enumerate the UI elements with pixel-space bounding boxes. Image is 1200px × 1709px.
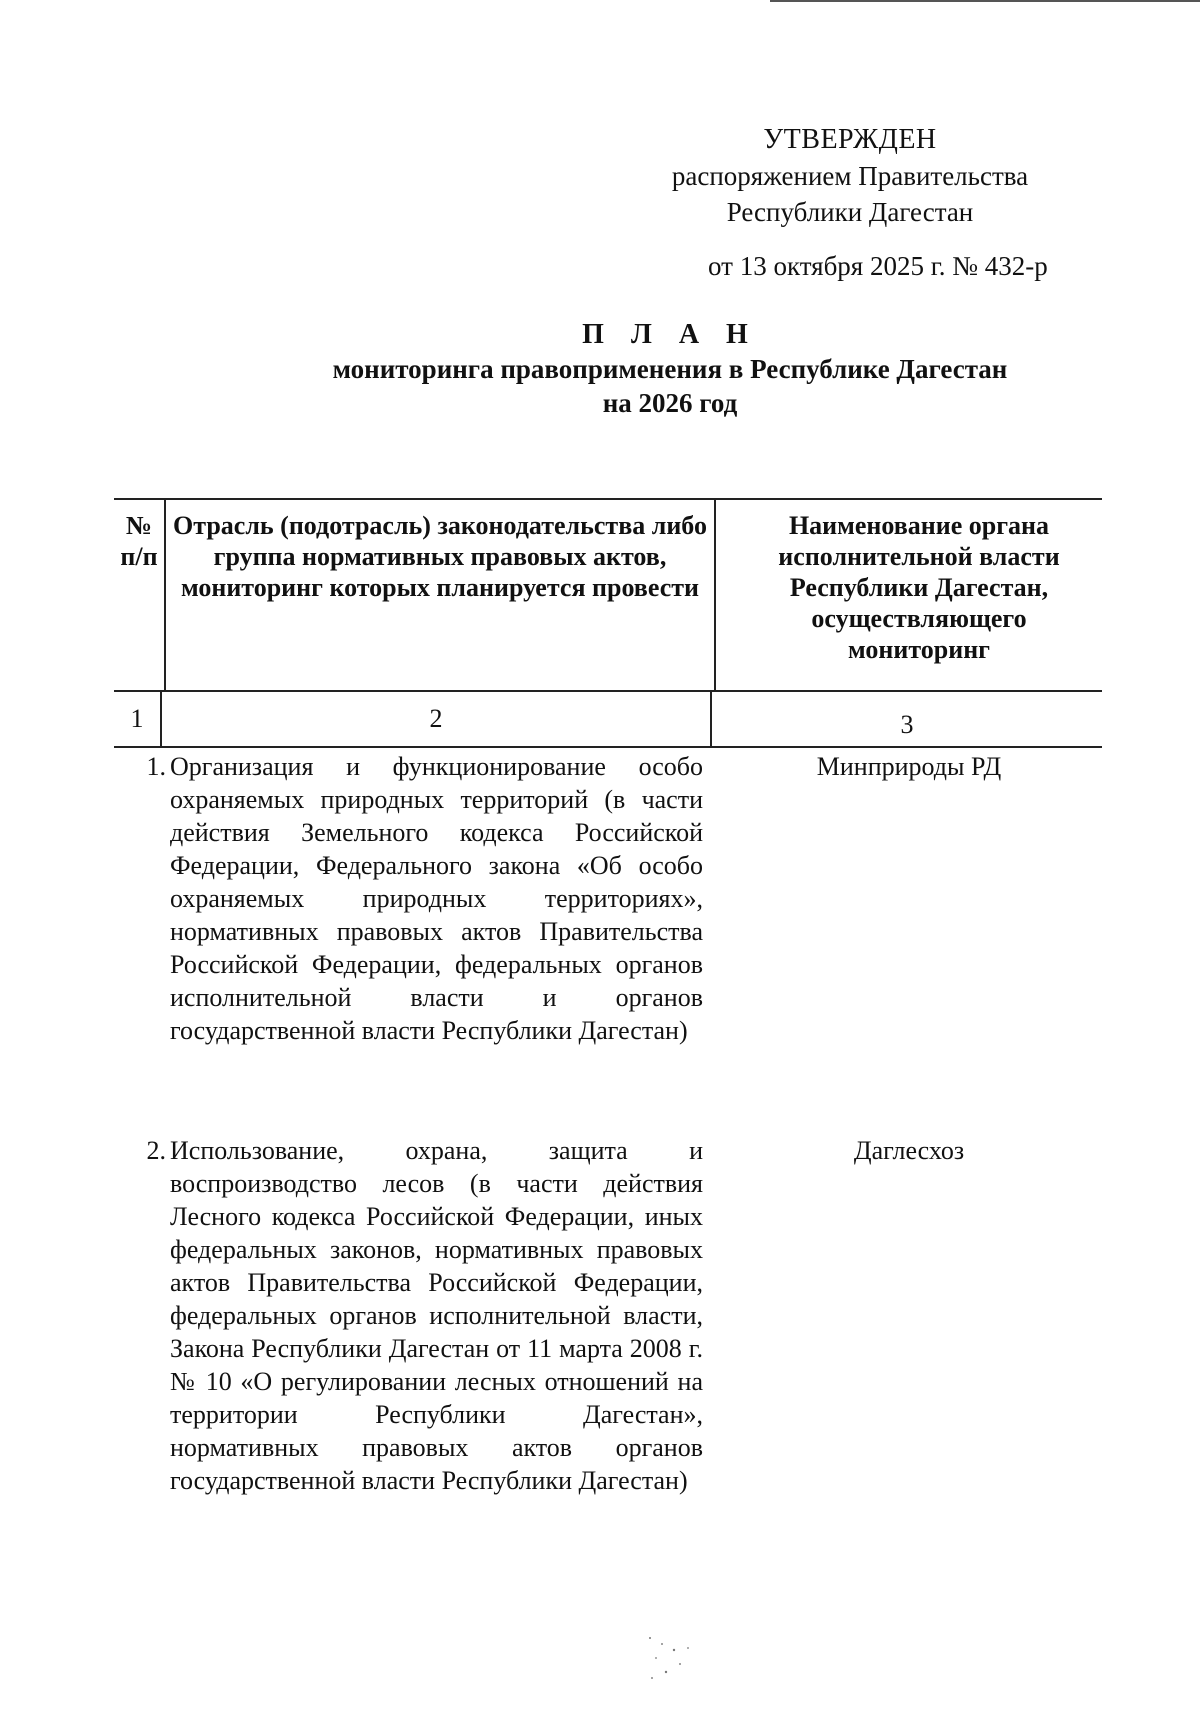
row-number: 1. [146,752,166,781]
title-plan: П Л А Н [582,319,758,350]
title-line-1: мониторинга правоприменения в Республике Дагестан [332,354,1008,384]
column-number-1: 1 [130,704,144,733]
header-number: № п/п [120,511,158,571]
scan-specks [640,1630,700,1690]
row-authority: Минприроды РД [816,752,1002,781]
approval-line-2: Республики Дагестан [726,197,974,227]
row-branch-text: Организация и функционирование особо охраняемых природных территорий (в части действия Земельного кодекса Российской Федерации, Федерального закона «Об особо охраняемых природных территориях», нормативных правовых актов Правительства Российской Федерации, федеральных органов исполнительной власти и органов государственной власти Республики Дагестан) [170,752,703,1045]
approval-order: от 13 октября 2025 г. № 432-р [708,251,1048,281]
table-numbering-row [114,690,1102,748]
plan-table [114,498,1102,748]
column-number-2: 2 [429,704,443,733]
header-authority: Наименование органа исполнительной власти Республики Дагестан, осуществляющего мониторинг [778,511,1060,664]
row-number: 2. [146,1136,166,1165]
row-branch-text: Использование, охрана, защита и воспроизводство лесов (в части действия Лесного кодекса Российской Федерации, иных федеральных законов, нормативных правовых актов Правительства Российской Федерации, федеральных органов исполнительной власти, Закона Республики Дагестан от 11 марта 2008 г. № 10 «О регулировании лесных отношений на территории Республики Дагестан», нормативных правовых актов органов государственной власти Республики Дагестан) [170,1136,703,1495]
column-number-3: 3 [900,710,914,739]
approval-head: УТВЕРЖДЕН [763,124,937,155]
title-line-2: на 2026 год [602,388,738,418]
approval-stamp [640,122,1060,230]
header-divider-2 [714,500,716,690]
page-edge-line [770,0,1200,2]
table-header-row [114,498,1102,690]
document-title [120,318,1200,420]
approval-line-1: распоряжением Правительства [671,161,1029,191]
header-divider-1 [164,500,166,690]
row-authority: Даглесхоз [853,1136,965,1165]
header-branch: Отрасль (подотрасль) законодательства либо группа нормативных правовых актов, мониторинг которых планируется провести [173,511,707,602]
